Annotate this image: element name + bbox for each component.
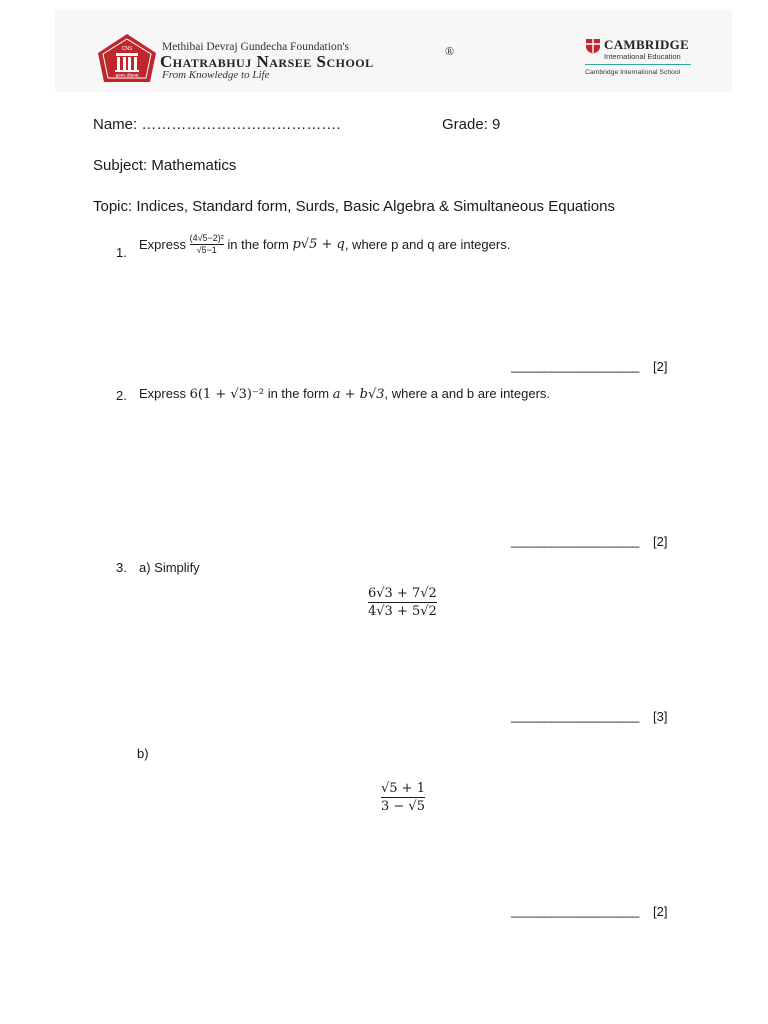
q1-suffix: , where p and q are integers.	[344, 237, 511, 252]
q1-prefix: Express	[139, 237, 186, 252]
cambridge-title: CAMBRIDGE	[604, 37, 690, 52]
q2-answer-line[interactable]: ___________________	[511, 533, 639, 548]
school-emblem-logo	[97, 33, 157, 83]
q1-fraction	[190, 234, 224, 255]
q2-suffix: , where a and b are integers.	[384, 386, 551, 401]
q3b-label: b)	[137, 746, 149, 761]
cambridge-school-label: Cambridge International School	[585, 69, 681, 76]
q1-fraction-numerator: (4√5−2)²	[189, 233, 224, 243]
q3b-denominator: 3 − √5	[381, 799, 425, 814]
cambridge-subtitle: International Education	[604, 52, 681, 61]
subject-label: Subject: Mathematics	[93, 157, 237, 174]
emblem-text: CNS	[121, 46, 133, 52]
school-motto: From Knowledge to Life	[162, 69, 270, 81]
q2-number: 2.	[116, 388, 127, 403]
q1-middle: in the form	[227, 237, 289, 252]
q3a-fraction	[368, 586, 437, 619]
q3-number: 3.	[116, 560, 127, 575]
q3a-denominator: 4√3 + 5√2	[368, 604, 437, 619]
foundation-name: Methibai Devraj Gundecha Foundation's	[162, 41, 349, 53]
registered-mark: ®	[445, 44, 455, 58]
emblem-caption: ज्ञानम् जीवनम्	[115, 74, 139, 79]
q3b-marks: [2]	[653, 904, 668, 919]
grade-label: Grade: 9	[442, 116, 501, 133]
q2-marks: [2]	[653, 534, 668, 549]
q3a-label: a) Simplify	[139, 560, 200, 575]
question-2	[139, 386, 550, 402]
q2-form: a + b√3	[332, 387, 385, 402]
q3b-answer-line[interactable]: ___________________	[511, 903, 639, 918]
cambridge-divider	[585, 64, 691, 65]
q1-form: p√5 + q	[292, 237, 345, 252]
q1-fraction-denominator: √5−1	[196, 245, 217, 255]
question-1	[139, 234, 510, 255]
school-name: Chatrabhuj Narsee School	[160, 52, 374, 71]
q3a-numerator: 6√3 + 7√2	[368, 586, 437, 601]
q3b-numerator: √5 + 1	[381, 781, 425, 796]
q1-number: 1.	[116, 245, 127, 260]
q3b-fraction	[381, 781, 425, 814]
topic-label: Topic: Indices, Standard form, Surds, Basic Algebra & Simultaneous Equations	[93, 198, 615, 215]
q1-marks: [2]	[653, 359, 668, 374]
q2-prefix: Express	[139, 386, 186, 401]
q2-expression: 6(1 + √3)⁻²	[189, 387, 265, 402]
q1-answer-line[interactable]: ___________________	[511, 358, 639, 373]
cambridge-shield-icon	[585, 38, 601, 54]
q3a-marks: [3]	[653, 709, 668, 724]
name-field: Name: ………………………………….	[93, 116, 341, 133]
q2-middle: in the form	[267, 386, 330, 401]
q3a-answer-line[interactable]: ___________________	[511, 708, 639, 723]
